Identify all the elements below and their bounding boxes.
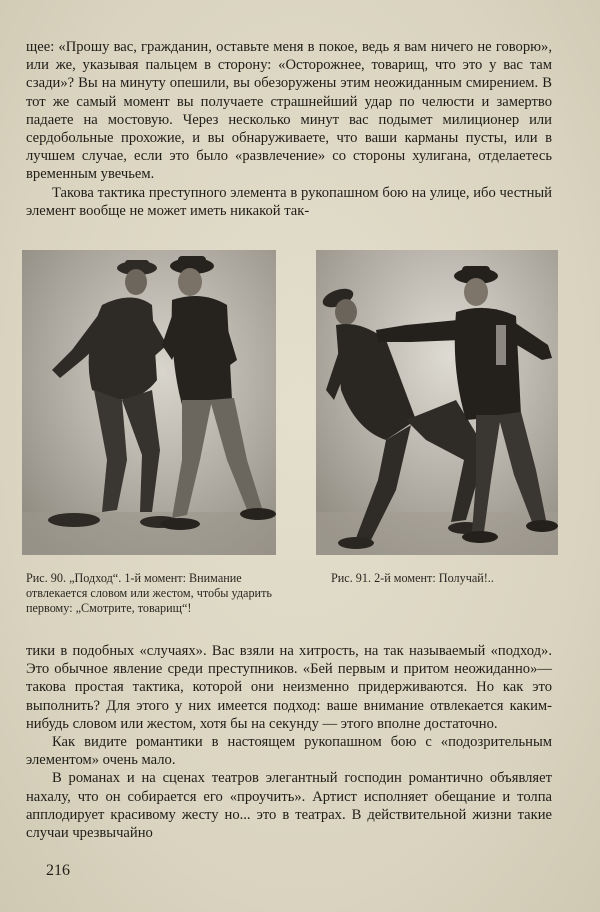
paragraph: Как видите романтики в настоящем рукопашном бою с «подозрительным элементом» очень мало. (26, 734, 552, 769)
photo-punch-moment (316, 250, 558, 555)
figure-caption-90: Рис. 90. „Подход“. 1-й момент: Внимание отвлекается словом или жестом, чтобы ударить первому: „Смотрите, товарищ“! (26, 571, 272, 615)
photo-two-men-approach (22, 250, 276, 555)
paragraph: В романах и на сценах театров элегантный господин романтично объявляет нахалу, что он собирается его «проучить». Артист исполняет обещание и толпа апплодирует красивому жесту но... это в театрах. В действительной жизни такие случаи чрезвычайно (26, 770, 552, 842)
top-text-block (26, 38, 552, 220)
bottom-text-block (26, 642, 552, 842)
photo-figure-90 (22, 250, 276, 555)
paragraph: тики в подобных «случаях». Вас взяли на хитрость, на так называемый «подход». Это обычное явление среди преступников. «Бей первым и притом неожиданно»—такова простая тактика, которой они неизменно придерживаются. Но как это выполнить? Для этого у них имеется подход: ваше внимание отвлекается каким-нибудь словом или жестом, хотя бы на секунду — этого вполне достаточно. (26, 643, 552, 732)
figure-caption-91: Рис. 91. 2-й момент: Получай!.. (331, 571, 494, 585)
page-number: 216 (46, 862, 70, 879)
paragraph: Такова тактика преступного элемента в рукопашном бою на улице, ибо честный элемент вообще не может иметь никакой так- (26, 184, 552, 219)
striped-shirt (496, 325, 506, 365)
paragraph: щее: «Прошу вас, гражданин, оставьте меня в покое, ведь я вам ничего не говорю», или же, указывая пальцем в сторону: «Осторожнее, товарищ, что это у вас там сзади»? Вы на минуту опешили, вы обезоружены этим неожиданным смирением. В тот же самый момент вы получаете страшнейший удар по челюсти и замертво падаете на мостовую. Через несколько минут вас подымет милиционер или сердобольные прохожие, и вы обнаруживаете, что ваши карманы пусты, или в лучшем случае, если это было «развлечение» со стороны хулигана, отделаетесь временным увечьем. (26, 39, 552, 183)
photo-figure-91 (316, 250, 558, 555)
